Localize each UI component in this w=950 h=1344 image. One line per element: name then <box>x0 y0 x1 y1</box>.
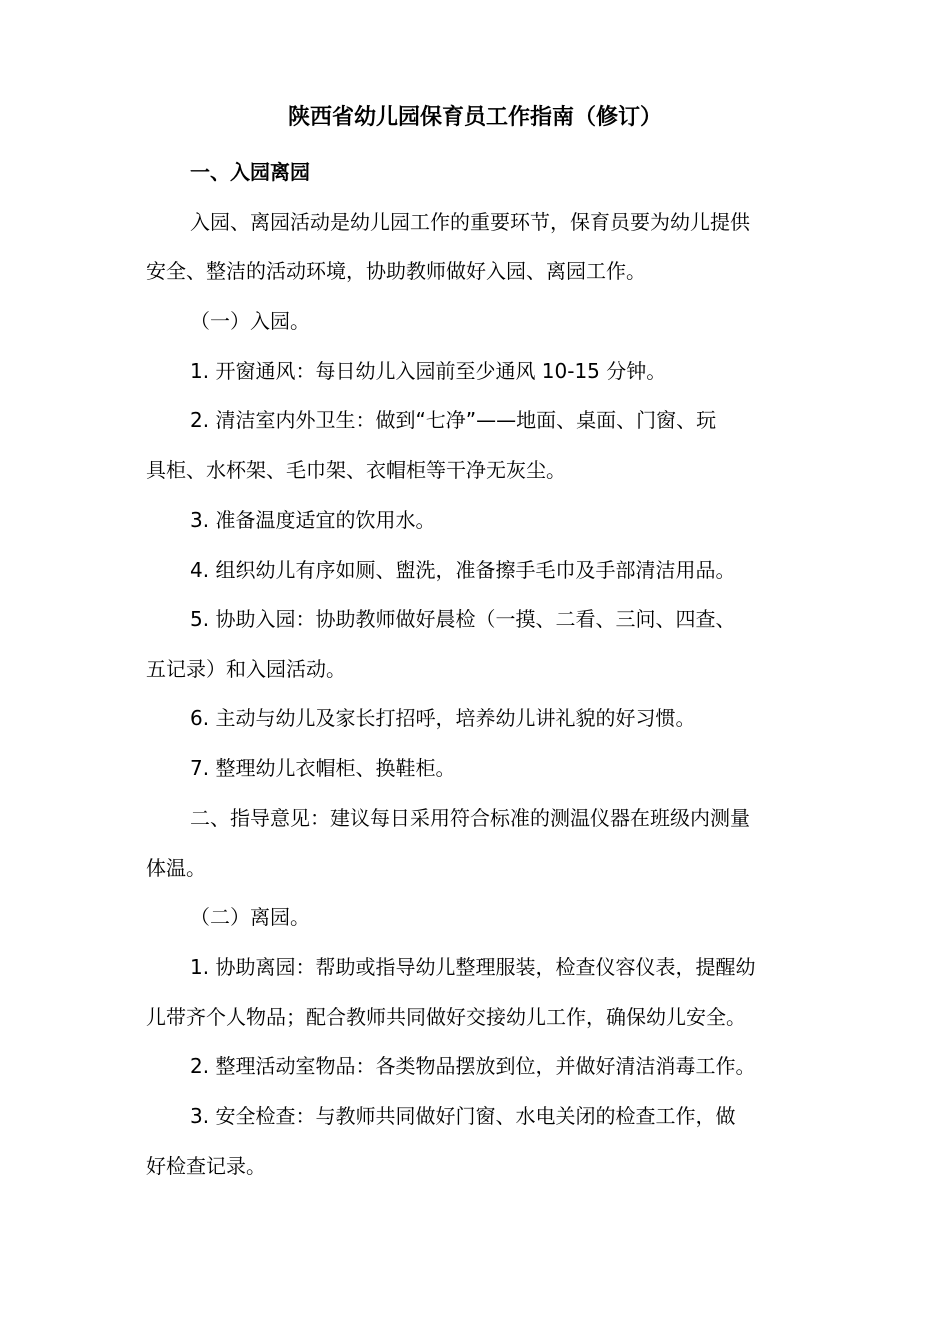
guidance-paragraph-continuation: 体温。 <box>146 856 206 880</box>
list-item: 7. 整理幼儿衣帽柜、换鞋柜。 <box>190 756 456 780</box>
paragraph-line: 入园、离园活动是幼儿园工作的重要环节，保育员要为幼儿提供 <box>190 210 750 234</box>
list-item: 5. 协助入园：协助教师做好晨检（一摸、二看、三问、四查、 <box>190 607 736 631</box>
guidance-paragraph: 二、指导意见：建议每日采用符合标准的测温仪器在班级内测量 <box>190 806 750 830</box>
subsection-heading: （二）离园。 <box>190 905 310 929</box>
list-item: 6. 主动与幼儿及家长打招呼，培养幼儿讲礼貌的好习惯。 <box>190 706 696 730</box>
list-item: 3. 准备温度适宜的饮用水。 <box>190 508 436 532</box>
paragraph-line: 安全、整洁的活动环境，协助教师做好入园、离园工作。 <box>146 259 646 283</box>
list-item-continuation: 五记录）和入园活动。 <box>146 657 346 681</box>
list-item: 1. 开窗通风：每日幼儿入园前至少通风 10-15 分钟。 <box>190 359 667 383</box>
list-item-continuation: 好检查记录。 <box>146 1154 266 1178</box>
list-item: 4. 组织幼儿有序如厕、盥洗，准备擦手毛巾及手部清洁用品。 <box>190 558 736 582</box>
list-item-continuation: 儿带齐个人物品；配合教师共同做好交接幼儿工作，确保幼儿安全。 <box>146 1005 746 1029</box>
document-title: 陕西省幼儿园保育员工作指南（修订） <box>287 105 662 130</box>
list-item: 1. 协助离园：帮助或指导幼儿整理服装，检查仪容仪表，提醒幼 <box>190 955 756 979</box>
list-item: 3. 安全检查：与教师共同做好门窗、水电关闭的检查工作，做 <box>190 1104 736 1128</box>
list-item: 2. 清洁室内外卫生：做到“七净”——地面、桌面、门窗、玩 <box>190 408 717 432</box>
subsection-heading: （一）入园。 <box>190 309 310 333</box>
section-heading: 一、入园离园 <box>190 160 310 184</box>
list-item-continuation: 具柜、水杯架、毛巾架、衣帽柜等干净无灰尘。 <box>146 458 566 482</box>
list-item: 2. 整理活动室物品：各类物品摆放到位，并做好清洁消毒工作。 <box>190 1054 756 1078</box>
